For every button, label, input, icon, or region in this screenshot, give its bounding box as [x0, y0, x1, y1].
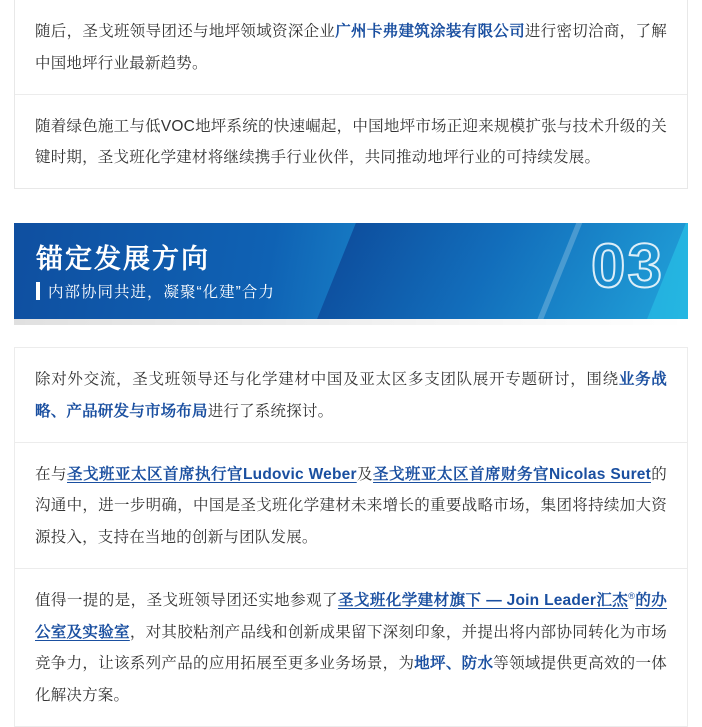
paragraph	[15, 348, 687, 442]
paragraph	[15, 0, 687, 94]
highlight-text-run: 业务战略、产品研发与市场布局	[35, 371, 667, 420]
text-run: 除对外交流，圣戈班领导还与化学建材中国及亚太区多支团队展开专题研讨，围绕	[35, 371, 619, 389]
top-content-card	[14, 0, 688, 189]
section-content	[14, 347, 688, 727]
content-card	[14, 568, 688, 727]
banner-title: 锚定发展方向	[36, 244, 210, 275]
banner-shadow	[14, 319, 688, 325]
paragraph	[15, 95, 687, 189]
banner-accent-bar	[36, 282, 40, 300]
highlight-text-run: 圣戈班亚太区首席财务官Nicolas Suret	[373, 465, 651, 483]
highlight-text-run: ®	[628, 590, 636, 601]
section-banner-wrapper	[14, 223, 688, 325]
section-banner	[14, 223, 688, 319]
banner-section-number: 03	[591, 232, 664, 302]
text-run: 的沟通中，进一步明确，中国是圣戈班化学建材未来增长的重要战略市场，集团将持续加大资源投入，支持在当地的创新与团队发展。	[35, 465, 667, 547]
text-run: 随着绿色施工与低VOC地坪系统的快速崛起，中国地坪市场正迎来规模扩张与技术升级的关键时期，圣戈班化学建材将继续携手行业伙伴，共同推动地坪行业的可持续发展。	[35, 117, 667, 167]
banner-subtitle: 内部协同共进，凝聚“化建”合力	[48, 284, 275, 302]
text-run: 进行了系统探讨。	[207, 402, 334, 420]
text-run: 等领域提供更高效的一体化解决方案。	[35, 655, 667, 705]
highlight-text-run: 广州卡弗建筑涂装有限公司	[335, 23, 525, 40]
highlight-text-run: 圣戈班化学建材旗下 — Join Leader汇杰	[337, 591, 629, 609]
text-run: 进行密切洽商，了解中国地坪行业最新趋势。	[35, 23, 667, 72]
text-run: 值得一提的是，圣戈班领导团还实地参观了	[35, 591, 338, 609]
highlight-text-run: 的办公室及实验室	[35, 591, 667, 641]
text-run: 在与	[35, 465, 67, 483]
text-run: 随后，圣戈班领导团还与地坪领域资深企业	[35, 23, 336, 40]
content-card	[14, 347, 688, 568]
paragraph	[15, 569, 687, 726]
banner-subtitle-row	[36, 280, 275, 302]
text-run: 及	[356, 465, 374, 483]
text-run: ，对其胶粘剂产品线和创新成果留下深刻印象，并提出将内部协同转化为市场竞争力，让该系列产品的应用拓展至更多业务场景，为	[35, 623, 668, 673]
highlight-text-run: 圣戈班亚太区首席执行官Ludovic Weber	[67, 465, 357, 483]
paragraph	[15, 443, 687, 568]
highlight-text-run: 地坪、防水	[414, 655, 494, 673]
